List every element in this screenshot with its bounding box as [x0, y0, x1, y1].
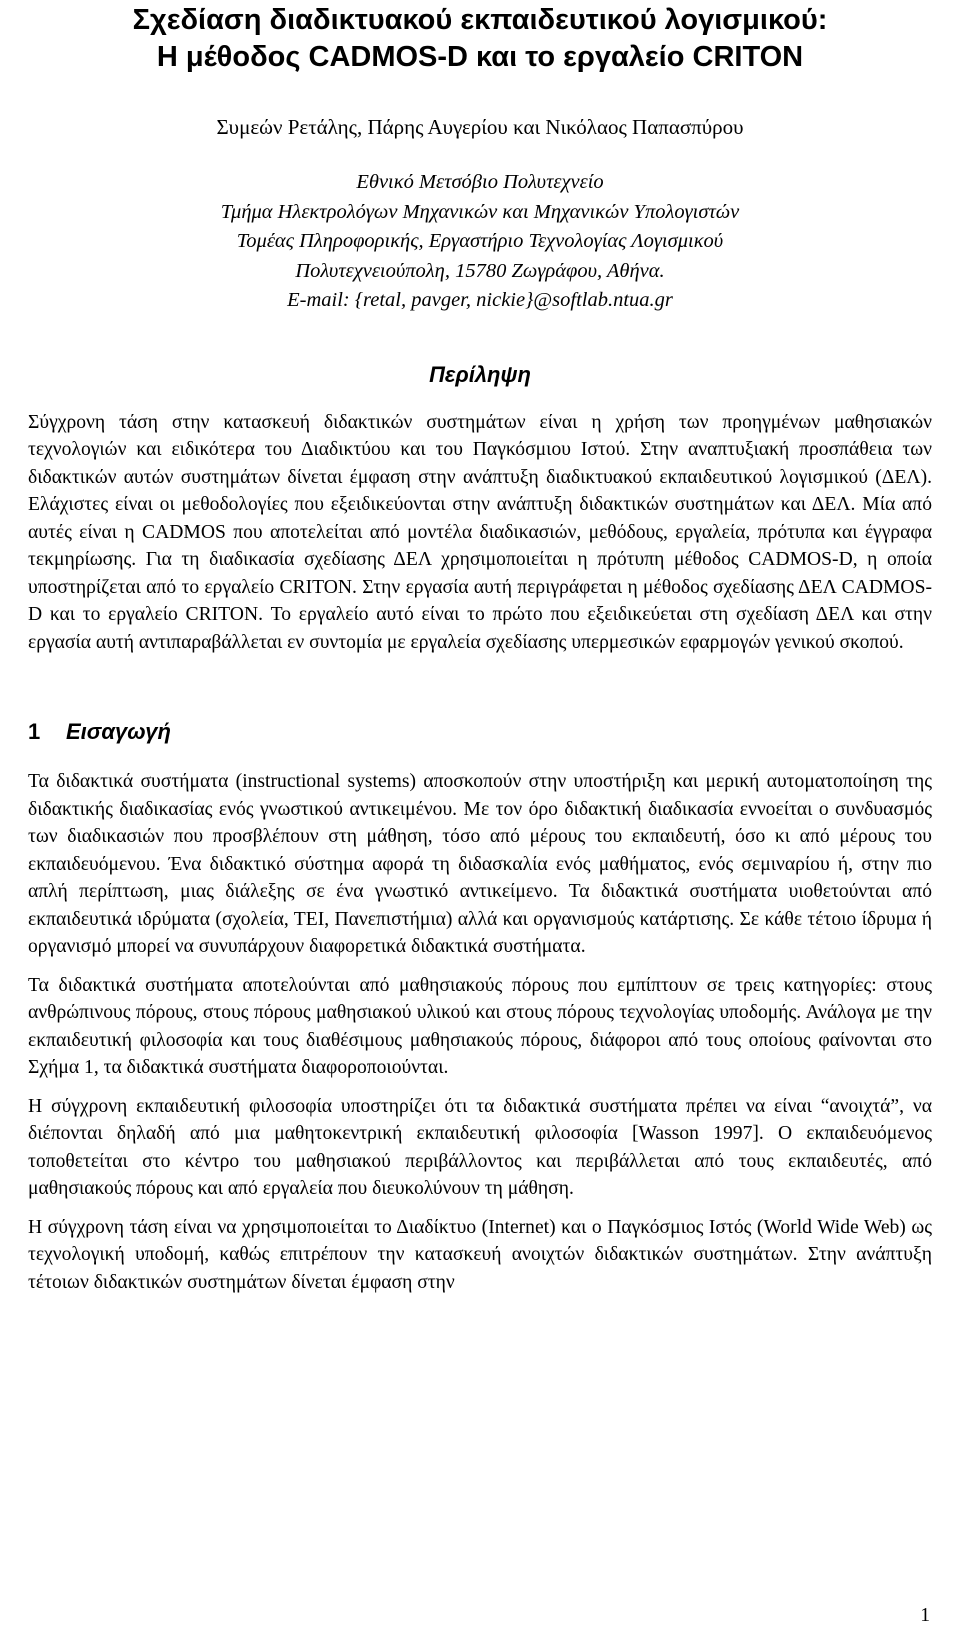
abstract-heading: Περίληψη: [429, 361, 531, 387]
body-paragraph: Τα διδακτικά συστήματα αποτελούνται από μαθησιακούς πόρους που εμπίπτουν σε τρεις κατηγορίες: στους ανθρώπινους πόρους, στους πόρους μαθησιακού υλικού και στους πόρους τεχνολογίας υποδομής. Ανάλογα με την εκπαιδευτική φιλοσοφία και τους διαθέσιμους μαθησιακούς πόρους, διάφοροι από τους οποίους φαίνονται στο Σχήμα 1, τα διδακτικά συστήματα διαφοροποιούνται.: [28, 974, 932, 1078]
affiliation-line: Τομέας Πληροφορικής, Εργαστήριο Τεχνολογίας Λογισμικού: [236, 230, 724, 252]
section-heading: [28, 718, 932, 746]
affiliation-line: Εθνικό Μετσόβιο Πολυτεχνείο: [356, 171, 604, 193]
title-line-1: Σχεδίαση διαδικτυακού εκπαιδευτικού λογισμικού:: [132, 4, 828, 36]
abstract-text: Σύγχρονη τάση στην κατασκευή διδακτικών συστημάτων είναι η χρήση των προηγμένων μαθησιακών τεχνολογιών και ειδικότερα του Διαδικτύου και του Παγκόσμιου Ιστού. Στην αναπτυξιακή προσπάθεια των διδακτικών αυτών συστημάτων δίνεται έμφαση στην ανάπτυξη διαδικτυακού εκπαιδευτικού λογισμικού (ΔΕΛ). Ελάχιστες είναι οι μεθοδολογίες που εξειδικεύονται στην ανάπτυξη διδακτικών συστημάτων και ΔΕΛ. Μία από αυτές είναι η CADMOS που αποτελείται από μοντέλα διαδικασιών, μεθόδους, εργαλεία, πρότυπα και έγγραφα τεκμηρίωσης. Για τη διαδικασία σχεδίασης ΔΕΛ χρησιμοποιείται η πρότυπη μέθοδος CADMOS-D, η οποία υποστηρίζεται από το εργαλείο CRITON. Στην εργασία αυτή περιγράφεται η μέθοδος σχεδίασης ΔΕΛ CADMOS-D και το εργαλείο CRITON. Το εργαλείο αυτό είναι το πρώτο που εξειδικεύεται στη σχεδίαση ΔΕΛ και στην εργασία αυτή αντιπαραβάλλεται εν συντομία με εργαλεία σχεδίασης υπερμεσικών εφαρμογών γενικού σκοπού.: [28, 411, 932, 653]
page-number: 1: [920, 1605, 930, 1626]
affiliation-line: Τμήμα Ηλεκτρολόγων Μηχανικών και Μηχανικών Υπολογιστών: [220, 200, 740, 223]
body-paragraph: Η σύγχρονη τάση είναι να χρησιμοποιείται το Διαδίκτυο (Internet) και ο Παγκόσμιος Ιστός (World Wide Web) ως τεχνολογική υποδομή, καθώς επιτρέπουν την κατασκευή ανοιχτών διδακτικών συστημάτων. Στην ανάπτυξη τέτοιων διδακτικών συστημάτων δίνεται έμφαση στην: [28, 1216, 932, 1293]
body-paragraph: Τα διδακτικά συστήματα (instructional systems) αποσκοπούν στην υποστήριξη και μερική αυτοματοποίηση της διδακτικής διαδικασίας ενός γνωστικού αντικειμένου. Με τον όρο διδακτική διαδικασία εννοείται ο συνδυασμός των διαδικασιών που προσβλέπουν στη μάθηση, τόσο από μέρους του εκπαιδευτή, όσο κι από μέρους του εκπαιδευόμενου. Ένα διδακτικό σύστημα αφορά τη διδασκαλία ενός μαθήματος, ενός σεμιναρίου ή, στην πιο απλή περίπτωση, μιας διάλεξης σε ένα γνωστικό αντικείμενο. Τα διδακτικά συστήματα υιοθετούνται από εκπαιδευτικά ιδρύματα (σχολεία, ΤΕΙ, Πανεπιστήμια) αλλά και οργανισμούς κατάρτισης. Σε κάθε τέτοιο ίδρυμα ή οργανισμό μπορεί να συνυπάρχουν διαφορετικά διδακτικά συστήματα.: [28, 771, 932, 957]
title-line-2: Η μέθοδος CADMOS-D και το εργαλείο CRITON: [156, 41, 804, 73]
author-list: Συμεών Ρετάλης, Πάρης Αυγερίου και Νικόλαος Παπασπύρου: [216, 115, 744, 139]
paper-page: [28, 0, 932, 1296]
paper-title: [28, 2, 932, 76]
section-title: Εισαγωγή: [66, 719, 171, 744]
affiliation-block: [28, 168, 932, 316]
author-email: E-mail: {retal, pavger, nickie}@softlab.ntua.gr: [287, 289, 673, 311]
body-paragraph: Η σύγχρονη εκπαιδευτική φιλοσοφία υποστηρίζει ότι τα διδακτικά συστήματα πρέπει να είναι “ανοιχτά”, να διέπονται δηλαδή από μια μαθητοκεντρική εκπαιδευτική φιλοσοφία [Wasson 1997]. Ο εκπαιδευόμενος τοποθετείται στο κέντρο του μαθησιακού περιβάλλοντος και περιβάλλεται από τους εκπαιδευτές, από μαθησιακούς πόρους και από εργαλεία που διευκολύνουν τη μάθηση.: [28, 1095, 932, 1199]
affiliation-line: Πολυτεχνειούπολη, 15780 Ζωγράφου, Αθήνα.: [295, 259, 665, 282]
section-number: 1: [28, 719, 41, 744]
